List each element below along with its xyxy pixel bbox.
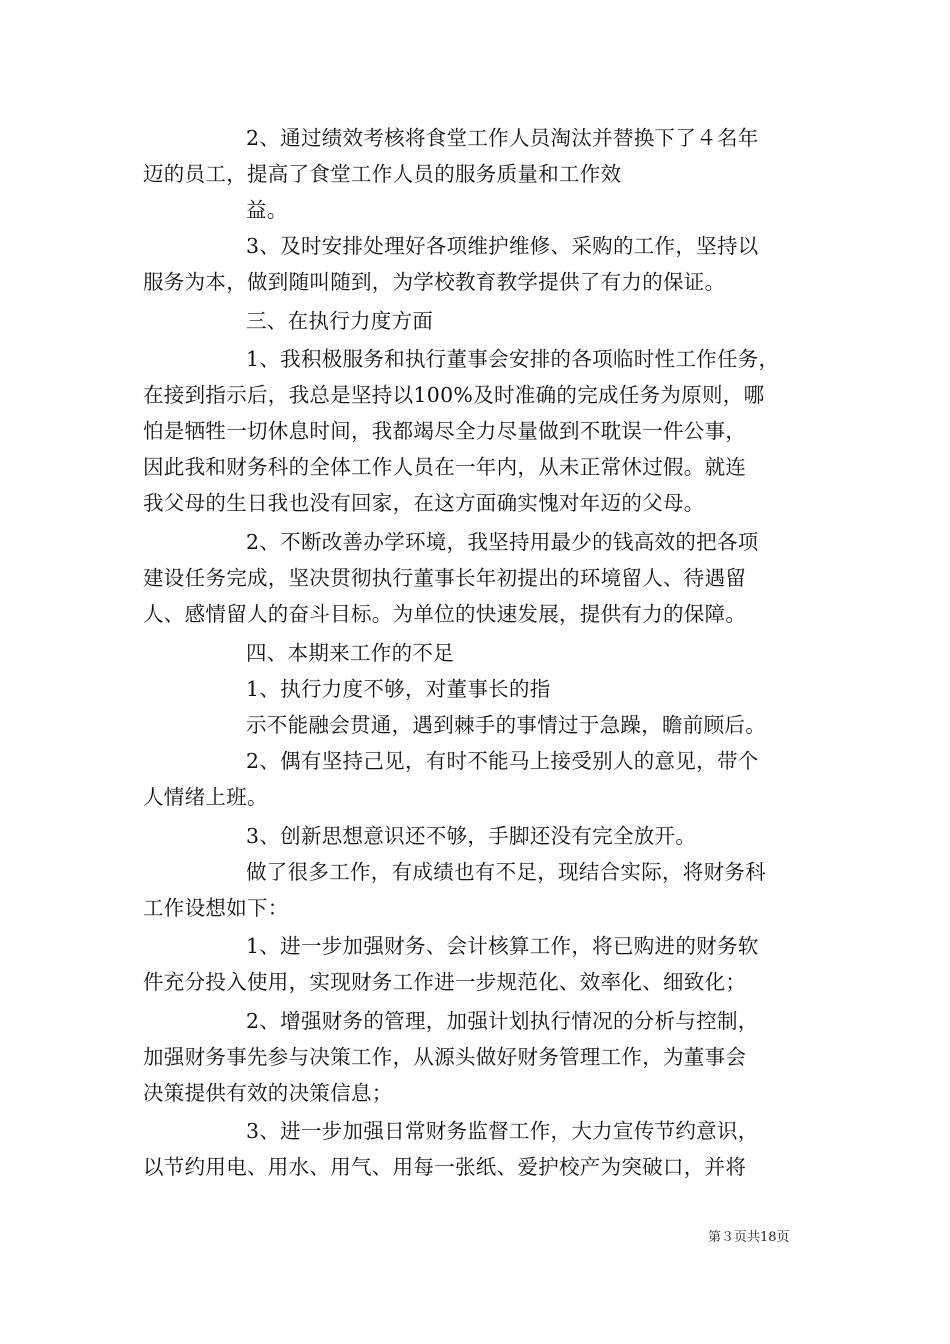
page-number: 第３页共18页 bbox=[708, 1230, 790, 1245]
section-heading-4: 四、本期来工作的不足 bbox=[246, 641, 454, 665]
text-line-10: 因此我和财务科的全体工作人员在一年内，从未正常休过假。就连 bbox=[143, 455, 747, 479]
text-line-8: 在接到指示后，我总是坚持以100%及时准确的完成任务为原则，哪 bbox=[143, 383, 765, 407]
text-line-25: 2、增强财务的管理，加强计划执行情况的分析与控制， bbox=[246, 1009, 759, 1033]
text-line-24: 件充分投入使用，实现财务工作进一步规范化、效率化、细致化； bbox=[143, 970, 747, 994]
text-line-4: 3、及时安排处理好各项维护维修、采购的工作，坚持以 bbox=[246, 234, 759, 258]
text-line-1: 2、通过绩效考核将食堂工作人员淘汰并替换下了４名年 bbox=[246, 126, 759, 150]
text-line-14: 人、感情留人的奋斗目标。为单位的快速发展，提供有力的保障。 bbox=[143, 602, 747, 626]
section-heading-3: 三、在执行力度方面 bbox=[246, 309, 434, 333]
text-line-21: 做了很多工作，有成绩也有不足，现结合实际，将财务科 bbox=[246, 860, 766, 884]
text-line-2: 迈的员工，提高了食堂工作人员的服务质量和工作效 bbox=[143, 162, 622, 186]
text-line-26: 加强财务事先参与决策工作，从源头做好财务管理工作，为董事会 bbox=[143, 1045, 747, 1069]
text-line-22: 工作设想如下： bbox=[143, 896, 289, 920]
text-line-9: 怕是牺牲一切休息时间，我都竭尽全力尽量做到不耽误一件公事， bbox=[143, 419, 747, 443]
text-line-20: 3、创新思想意识还不够，手脚还没有完全放开。 bbox=[246, 824, 697, 848]
text-line-7: 1、我积极服务和执行董事会安排的各项临时性工作任务， bbox=[246, 347, 780, 371]
text-line-16: 1、执行力度不够，对董事长的指 bbox=[246, 677, 551, 701]
text-line-23: 1、进一步加强财务、会计核算工作，将已购进的财务软 bbox=[246, 934, 759, 958]
text-line-18: 2、偶有坚持己见，有时不能马上接受别人的意见，带个 bbox=[246, 749, 759, 773]
text-line-3: 益。 bbox=[246, 198, 288, 222]
text-line-29: 以节约用电、用水、用气、用每一张纸、爱护校产为突破口，并将 bbox=[143, 1155, 747, 1179]
text-line-17: 示不能融会贯通，遇到棘手的事情过于急躁，瞻前顾后。 bbox=[246, 713, 766, 737]
text-line-28: 3、进一步加强日常财务监督工作，大力宣传节约意识， bbox=[246, 1119, 759, 1143]
text-line-12: 2、不断改善办学环境，我坚持用最少的钱高效的把各项 bbox=[246, 530, 759, 554]
text-line-19: 人情绪上班。 bbox=[143, 785, 268, 809]
text-line-13: 建设任务完成，坚决贯彻执行董事长年初提出的环境留人、待遇留 bbox=[143, 566, 747, 590]
text-line-27: 决策提供有效的决策信息； bbox=[143, 1081, 393, 1105]
text-line-5: 服务为本，做到随叫随到，为学校教育教学提供了有力的保证。 bbox=[143, 270, 726, 294]
text-line-11: 我父母的生日我也没有回家，在这方面确实愧对年迈的父母。 bbox=[143, 491, 705, 515]
